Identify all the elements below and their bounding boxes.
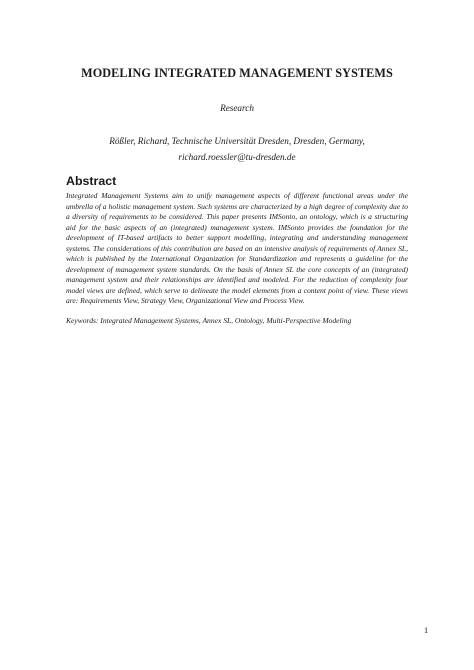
paper-category: Research: [220, 103, 254, 113]
abstract-text: Integrated Management Systems aim to unify management aspects of different functional areas under the umbrella of a holistic management system. Such systems are characterized by a high degree of complexity due to a diversity of requirements to be considered. This paper presents IMSonto, an ontology, which is a structuring aid for the basic aspects of an (integrated) management system. IMSonto provides the foundation for the development of IT-based artifacts to better support modelling, integrating and understanding management systems. The considerations of this contribution are based on an intensive analysis of requirements of Annex SL, which is published by the International Organization for Standardization and represents a guideline for the development of management system standards. On the basis of Annex SL the core concepts of an (integrated) management system and their relationships are identified and modeled. For the reduction of complexity four model views are defined, which serve to delineate the model elements from a content point of view. These views are: Requirements View, Strategy View, Organizational View and Process View.: [66, 191, 408, 306]
paper-title: MODELING INTEGRATED MANAGEMENT SYSTEMS: [81, 66, 393, 80]
keywords: Keywords: Integrated Management Systems, Annex SL, Ontology, Multi-Perspective Modeling: [66, 316, 352, 325]
author-affiliation: Rößler, Richard, Technische Universität Dresden, Dresden, Germany,: [109, 136, 365, 146]
author-email: richard.roessler@tu-dresden.de: [178, 152, 296, 162]
page-number: 1: [424, 626, 429, 635]
abstract-heading: Abstract: [66, 174, 117, 188]
